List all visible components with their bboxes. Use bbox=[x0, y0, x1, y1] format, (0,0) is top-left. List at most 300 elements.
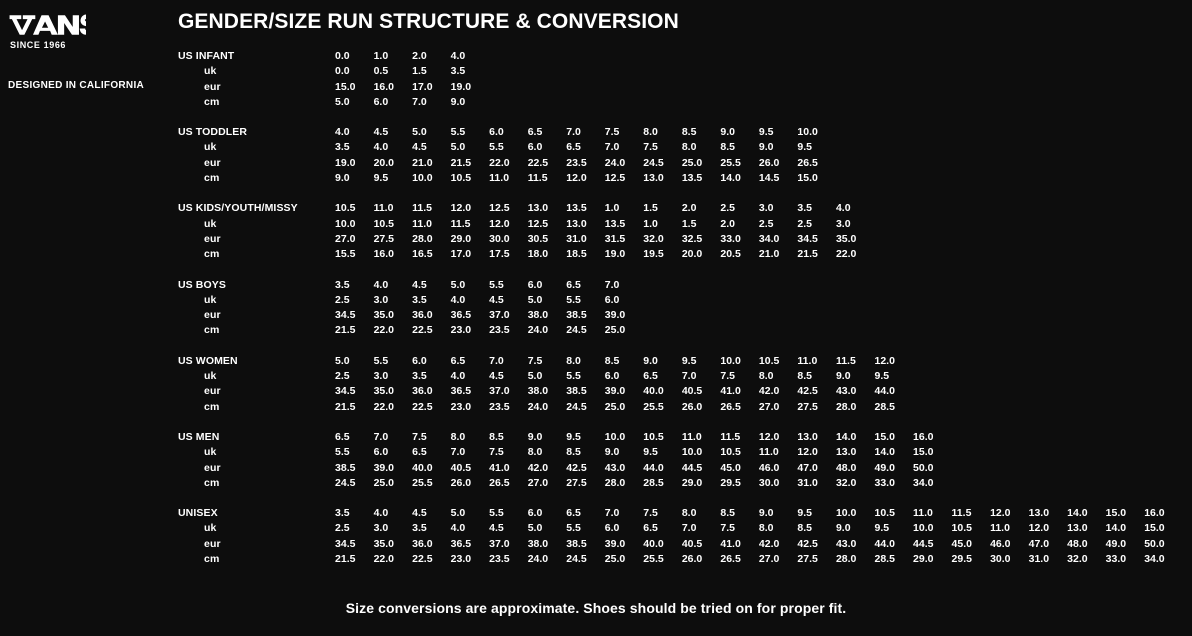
table-cell bbox=[720, 65, 759, 80]
table-row bbox=[178, 202, 1183, 217]
table-cell: 3.5 bbox=[450, 65, 466, 78]
table-cell bbox=[874, 65, 913, 80]
table-cell: 15.0 bbox=[1144, 522, 1165, 535]
table-cell: 5.5 bbox=[373, 354, 389, 367]
table-cell: 5.5 bbox=[566, 522, 581, 535]
table-cell bbox=[990, 477, 1029, 492]
table-cell: 11.0 bbox=[412, 217, 432, 230]
table-cell: 6.5 bbox=[412, 446, 427, 459]
table-cell bbox=[836, 279, 875, 294]
table-cell bbox=[566, 81, 605, 96]
table-cell bbox=[1144, 355, 1183, 370]
table-cell: 27.0 bbox=[758, 400, 780, 413]
table-group-spacer bbox=[178, 264, 1183, 279]
table-cell bbox=[1067, 279, 1106, 294]
table-cell: 12.0 bbox=[1028, 522, 1050, 535]
table-cell bbox=[566, 50, 605, 65]
table-cell bbox=[836, 65, 875, 80]
table-cell bbox=[990, 233, 1029, 248]
table-cell bbox=[528, 50, 567, 65]
table-cell: 9.5 bbox=[758, 126, 774, 139]
table-cell bbox=[1106, 355, 1145, 370]
table-cell bbox=[1029, 157, 1068, 172]
table-cell: 6.5 bbox=[450, 354, 466, 367]
table-row bbox=[178, 462, 1183, 477]
table-cell bbox=[528, 81, 567, 96]
table-cell: 10.5 bbox=[951, 522, 972, 535]
table-cell bbox=[489, 65, 528, 80]
table-cell: 5.0 bbox=[450, 141, 466, 154]
table-cell bbox=[874, 126, 913, 141]
table-unit-label: uk bbox=[204, 217, 217, 230]
table-cell: 25.5 bbox=[643, 553, 664, 566]
table-cell bbox=[952, 355, 991, 370]
table-cell: 23.0 bbox=[450, 400, 472, 413]
table-cell: 8.5 bbox=[720, 141, 735, 154]
table-cell bbox=[913, 233, 952, 248]
table-unit-label: cm bbox=[204, 172, 220, 185]
table-cell: 36.0 bbox=[412, 385, 433, 398]
table-cell bbox=[874, 324, 913, 339]
table-cell: 5.5 bbox=[566, 293, 581, 306]
table-cell bbox=[1029, 141, 1068, 156]
table-cell: 11.0 bbox=[681, 430, 702, 443]
table-row bbox=[178, 355, 1183, 370]
table-cell: 7.5 bbox=[720, 370, 735, 383]
table-cell: 11.0 bbox=[990, 522, 1010, 535]
table-cell: 44.0 bbox=[874, 537, 895, 550]
table-cell bbox=[1067, 218, 1106, 233]
table-cell bbox=[1067, 157, 1106, 172]
table-cell: 0.5 bbox=[373, 65, 389, 78]
table-cell: 11.5 bbox=[835, 354, 856, 367]
table-cell bbox=[952, 96, 991, 111]
table-cell bbox=[643, 294, 682, 309]
table-cell bbox=[1067, 233, 1106, 248]
table-cell bbox=[720, 294, 759, 309]
table-cell: 2.5 bbox=[797, 217, 813, 230]
table-cell bbox=[1106, 233, 1145, 248]
table-cell: 14.0 bbox=[1105, 522, 1127, 535]
table-cell: 9.0 bbox=[758, 507, 774, 520]
table-cell: 10.5 bbox=[643, 430, 664, 443]
table-cell bbox=[1144, 65, 1183, 80]
table-cell bbox=[990, 446, 1029, 461]
table-cell: 12.0 bbox=[874, 354, 895, 367]
table-cell: 27.5 bbox=[797, 553, 818, 566]
table-cell bbox=[1029, 50, 1068, 65]
table-cell: 13.5 bbox=[681, 172, 703, 185]
table-cell: 23.0 bbox=[450, 553, 472, 566]
table-cell bbox=[1029, 462, 1068, 477]
table-cell bbox=[1029, 477, 1068, 492]
table-cell: 19.0 bbox=[335, 156, 356, 169]
table-cell bbox=[1067, 431, 1106, 446]
table-group-spacer bbox=[178, 187, 1183, 202]
table-cell bbox=[874, 172, 913, 187]
table-cell: 24.5 bbox=[566, 553, 587, 566]
table-cell: 19.5 bbox=[643, 248, 664, 261]
table-cell: 5.0 bbox=[335, 95, 350, 108]
table-cell bbox=[1144, 218, 1183, 233]
table-cell bbox=[1067, 370, 1106, 385]
table-cell: 4.5 bbox=[489, 522, 504, 535]
table-cell bbox=[720, 50, 759, 65]
table-cell bbox=[1067, 248, 1106, 263]
table-cell bbox=[1144, 248, 1183, 263]
table-row bbox=[178, 507, 1183, 522]
table-cell: 42.5 bbox=[797, 537, 818, 550]
table-cell: 10.0 bbox=[835, 507, 857, 520]
table-cell bbox=[759, 309, 798, 324]
table-cell: 27.0 bbox=[527, 476, 549, 489]
table-group-label: US WOMEN bbox=[178, 354, 238, 367]
table-cell: 11.0 bbox=[373, 202, 394, 215]
table-cell: 6.0 bbox=[527, 278, 543, 291]
table-cell bbox=[836, 50, 875, 65]
table-cell: 44.5 bbox=[681, 461, 703, 474]
table-cell: 25.5 bbox=[643, 400, 664, 413]
table-cell: 4.5 bbox=[412, 278, 427, 291]
table-cell bbox=[1029, 248, 1068, 263]
table-cell bbox=[913, 50, 952, 65]
table-cell: 9.5 bbox=[373, 172, 389, 185]
table-cell: 3.0 bbox=[373, 293, 389, 306]
table-cell: 10.0 bbox=[797, 126, 818, 139]
table-cell bbox=[643, 65, 682, 80]
page-title: GENDER/SIZE RUN STRUCTURE & CONVERSION bbox=[178, 10, 679, 33]
table-cell bbox=[1029, 172, 1068, 187]
table-unit-label: cm bbox=[204, 95, 220, 108]
table-cell: 22.5 bbox=[412, 324, 433, 337]
table-cell: 6.5 bbox=[566, 278, 581, 291]
table-cell bbox=[836, 294, 875, 309]
table-cell: 7.5 bbox=[643, 507, 658, 520]
table-cell: 11.5 bbox=[450, 217, 471, 230]
table-cell bbox=[913, 172, 952, 187]
table-cell: 1.5 bbox=[412, 65, 427, 78]
table-cell bbox=[990, 462, 1029, 477]
table-cell: 17.5 bbox=[489, 248, 510, 261]
table-cell: 6.0 bbox=[412, 354, 427, 367]
table-cell bbox=[1144, 81, 1183, 96]
table-cell bbox=[1144, 462, 1183, 477]
table-cell: 6.5 bbox=[643, 522, 658, 535]
table-cell: 28.0 bbox=[835, 400, 857, 413]
table-row bbox=[178, 172, 1183, 187]
table-cell bbox=[1029, 355, 1068, 370]
table-cell bbox=[990, 202, 1029, 217]
table-cell bbox=[913, 96, 952, 111]
table-unit-label: cm bbox=[204, 476, 220, 489]
table-cell: 8.5 bbox=[681, 126, 697, 139]
table-cell: 42.5 bbox=[566, 461, 587, 474]
table-cell: 21.5 bbox=[450, 156, 472, 169]
table-cell: 3.5 bbox=[335, 278, 350, 291]
table-cell: 5.5 bbox=[489, 141, 504, 154]
table-cell bbox=[720, 279, 759, 294]
table-cell bbox=[874, 279, 913, 294]
spacer-cell bbox=[178, 187, 1183, 202]
table-cell bbox=[1106, 385, 1145, 400]
table-cell: 22.5 bbox=[527, 156, 549, 169]
table-cell: 28.5 bbox=[643, 476, 664, 489]
table-cell: 0.0 bbox=[335, 50, 350, 62]
spacer-cell bbox=[178, 264, 1183, 279]
table-cell: 8.0 bbox=[758, 522, 774, 535]
table-unit-label: uk bbox=[204, 141, 217, 154]
table-cell bbox=[952, 202, 991, 217]
table-cell: 5.0 bbox=[450, 278, 466, 291]
table-cell bbox=[1144, 401, 1183, 416]
table-cell bbox=[1144, 157, 1183, 172]
table-cell: 23.5 bbox=[566, 156, 587, 169]
table-cell bbox=[1029, 65, 1068, 80]
table-cell bbox=[952, 126, 991, 141]
table-cell: 15.0 bbox=[874, 430, 895, 443]
table-cell: 10.5 bbox=[758, 354, 780, 367]
table-cell bbox=[489, 96, 528, 111]
table-cell: 34.5 bbox=[335, 537, 356, 550]
table-row bbox=[178, 401, 1183, 416]
table-cell bbox=[682, 65, 721, 80]
table-cell: 41.0 bbox=[720, 537, 741, 550]
table-cell bbox=[720, 309, 759, 324]
table-cell: 32.0 bbox=[1067, 553, 1088, 566]
table-cell bbox=[1106, 172, 1145, 187]
table-cell bbox=[643, 96, 682, 111]
table-cell: 48.0 bbox=[1067, 537, 1088, 550]
table-cell: 32.0 bbox=[643, 232, 664, 245]
table-cell: 34.0 bbox=[913, 476, 934, 489]
table-row bbox=[178, 309, 1183, 324]
table-cell: 11.5 bbox=[951, 507, 972, 520]
table-cell bbox=[913, 324, 952, 339]
table-row bbox=[178, 385, 1183, 400]
table-cell: 7.0 bbox=[604, 278, 620, 291]
table-unit-label: eur bbox=[204, 461, 221, 474]
table-cell bbox=[1029, 233, 1068, 248]
table-cell: 31.0 bbox=[1028, 553, 1050, 566]
table-cell bbox=[1067, 385, 1106, 400]
table-cell: 3.0 bbox=[373, 370, 389, 383]
table-cell bbox=[1106, 248, 1145, 263]
table-cell bbox=[990, 401, 1029, 416]
table-cell bbox=[682, 96, 721, 111]
table-cell: 39.0 bbox=[604, 309, 626, 322]
table-cell bbox=[836, 324, 875, 339]
table-cell: 31.0 bbox=[566, 232, 587, 245]
table-unit-label: cm bbox=[204, 553, 220, 566]
table-cell: 7.5 bbox=[489, 446, 504, 459]
table-cell bbox=[874, 141, 913, 156]
table-cell: 23.5 bbox=[489, 324, 510, 337]
table-cell bbox=[913, 157, 952, 172]
table-cell: 40.0 bbox=[643, 537, 664, 550]
table-cell: 10.0 bbox=[412, 172, 433, 185]
table-cell bbox=[874, 157, 913, 172]
table-cell: 15.0 bbox=[1105, 507, 1127, 520]
table-cell: 4.0 bbox=[450, 293, 466, 306]
table-cell: 9.5 bbox=[566, 430, 581, 443]
table-cell bbox=[797, 309, 836, 324]
table-cell: 33.0 bbox=[874, 476, 895, 489]
table-cell bbox=[952, 462, 991, 477]
table-cell: 50.0 bbox=[913, 461, 934, 474]
table-cell bbox=[990, 126, 1029, 141]
table-unit-label: eur bbox=[204, 232, 221, 245]
table-cell: 13.0 bbox=[835, 446, 857, 459]
table-row bbox=[178, 81, 1183, 96]
table-cell: 29.0 bbox=[681, 476, 703, 489]
table-cell: 12.0 bbox=[489, 217, 510, 230]
table-cell: 8.5 bbox=[797, 522, 813, 535]
table-cell: 4.5 bbox=[373, 126, 389, 139]
table-cell: 26.5 bbox=[720, 553, 741, 566]
table-cell: 25.0 bbox=[604, 324, 626, 337]
table-cell bbox=[1144, 141, 1183, 156]
table-cell bbox=[952, 309, 991, 324]
table-cell bbox=[1144, 324, 1183, 339]
table-cell bbox=[797, 50, 836, 65]
table-cell: 33.0 bbox=[1105, 553, 1127, 566]
table-cell: 5.5 bbox=[489, 507, 504, 520]
table-cell bbox=[797, 324, 836, 339]
table-cell bbox=[1106, 157, 1145, 172]
table-cell: 36.5 bbox=[450, 385, 472, 398]
table-cell: 38.0 bbox=[527, 385, 549, 398]
table-cell: 6.0 bbox=[527, 141, 543, 154]
table-cell bbox=[836, 126, 875, 141]
table-cell: 47.0 bbox=[1028, 537, 1050, 550]
table-cell: 21.5 bbox=[797, 248, 818, 261]
table-row bbox=[178, 294, 1183, 309]
table-cell: 43.0 bbox=[835, 537, 857, 550]
brand-tagline: SINCE 1966 bbox=[10, 40, 67, 50]
table-cell: 1.0 bbox=[643, 217, 658, 230]
table-group-label: UNISEX bbox=[178, 507, 218, 520]
table-cell bbox=[952, 65, 991, 80]
table-cell: 42.0 bbox=[758, 385, 780, 398]
table-cell bbox=[1144, 202, 1183, 217]
table-cell: 15.5 bbox=[335, 248, 356, 261]
table-cell: 3.5 bbox=[335, 507, 350, 520]
table-cell: 5.0 bbox=[527, 370, 543, 383]
table-cell bbox=[1144, 126, 1183, 141]
table-cell: 8.0 bbox=[643, 126, 658, 139]
table-cell bbox=[1029, 218, 1068, 233]
table-cell: 12.0 bbox=[450, 202, 472, 215]
table-row bbox=[178, 446, 1183, 461]
table-cell: 4.0 bbox=[373, 278, 389, 291]
table-cell: 39.0 bbox=[373, 461, 395, 474]
table-cell bbox=[952, 477, 991, 492]
table-cell: 2.5 bbox=[335, 370, 350, 383]
table-cell bbox=[836, 81, 875, 96]
table-cell bbox=[990, 96, 1029, 111]
table-cell: 24.0 bbox=[604, 156, 626, 169]
table-cell: 5.0 bbox=[335, 354, 350, 367]
table-cell: 22.5 bbox=[412, 553, 433, 566]
table-cell bbox=[952, 157, 991, 172]
table-row bbox=[178, 50, 1183, 65]
table-unit-label: cm bbox=[204, 400, 220, 413]
table-cell bbox=[1144, 370, 1183, 385]
table-cell bbox=[874, 248, 913, 263]
table-cell: 27.5 bbox=[566, 476, 587, 489]
table-cell: 28.0 bbox=[412, 232, 433, 245]
table-cell: 7.0 bbox=[566, 126, 581, 139]
table-cell: 2.5 bbox=[720, 202, 735, 215]
table-cell: 11.0 bbox=[758, 446, 779, 459]
table-cell bbox=[1067, 96, 1106, 111]
table-unit-label: uk bbox=[204, 293, 217, 306]
table-cell bbox=[1106, 370, 1145, 385]
table-cell bbox=[643, 324, 682, 339]
table-cell: 33.0 bbox=[720, 232, 741, 245]
table-cell: 12.0 bbox=[797, 446, 818, 459]
table-cell: 3.0 bbox=[835, 217, 851, 230]
table-cell bbox=[1067, 324, 1106, 339]
table-cell: 18.0 bbox=[527, 248, 549, 261]
table-cell: 22.0 bbox=[373, 400, 395, 413]
table-cell bbox=[913, 279, 952, 294]
table-cell bbox=[874, 81, 913, 96]
table-cell bbox=[1067, 294, 1106, 309]
table-cell bbox=[1067, 477, 1106, 492]
table-cell bbox=[1106, 81, 1145, 96]
table-cell: 1.5 bbox=[681, 217, 697, 230]
table-cell: 34.5 bbox=[335, 385, 356, 398]
table-cell bbox=[1067, 81, 1106, 96]
table-cell bbox=[1106, 65, 1145, 80]
table-cell bbox=[1144, 50, 1183, 65]
table-cell: 3.5 bbox=[412, 370, 427, 383]
table-cell: 7.5 bbox=[720, 522, 735, 535]
table-cell: 2.0 bbox=[720, 217, 735, 230]
table-cell bbox=[913, 370, 952, 385]
table-cell: 32.5 bbox=[681, 232, 703, 245]
table-cell bbox=[913, 294, 952, 309]
table-cell: 14.0 bbox=[720, 172, 741, 185]
table-cell bbox=[952, 446, 991, 461]
table-cell: 28.5 bbox=[874, 553, 895, 566]
table-cell bbox=[990, 355, 1029, 370]
table-cell: 8.5 bbox=[566, 446, 581, 459]
table-unit-label: uk bbox=[204, 446, 217, 459]
table-cell: 8.0 bbox=[681, 141, 697, 154]
table-cell: 4.0 bbox=[450, 370, 466, 383]
table-cell bbox=[1029, 324, 1068, 339]
table-cell: 3.5 bbox=[412, 293, 427, 306]
table-cell bbox=[1106, 401, 1145, 416]
table-cell: 13.0 bbox=[566, 217, 587, 230]
table-cell: 48.0 bbox=[835, 461, 857, 474]
table-cell bbox=[1106, 279, 1145, 294]
table-cell: 7.0 bbox=[681, 370, 697, 383]
table-cell: 12.5 bbox=[527, 217, 549, 230]
table-cell bbox=[990, 248, 1029, 263]
table-cell bbox=[1029, 385, 1068, 400]
table-cell bbox=[990, 218, 1029, 233]
table-group-spacer bbox=[178, 111, 1183, 126]
table-cell: 35.0 bbox=[373, 537, 395, 550]
table-cell bbox=[1106, 141, 1145, 156]
table-cell: 6.0 bbox=[604, 522, 620, 535]
table-cell: 21.5 bbox=[335, 553, 356, 566]
table-cell: 4.0 bbox=[450, 522, 466, 535]
table-cell: 30.0 bbox=[489, 232, 510, 245]
